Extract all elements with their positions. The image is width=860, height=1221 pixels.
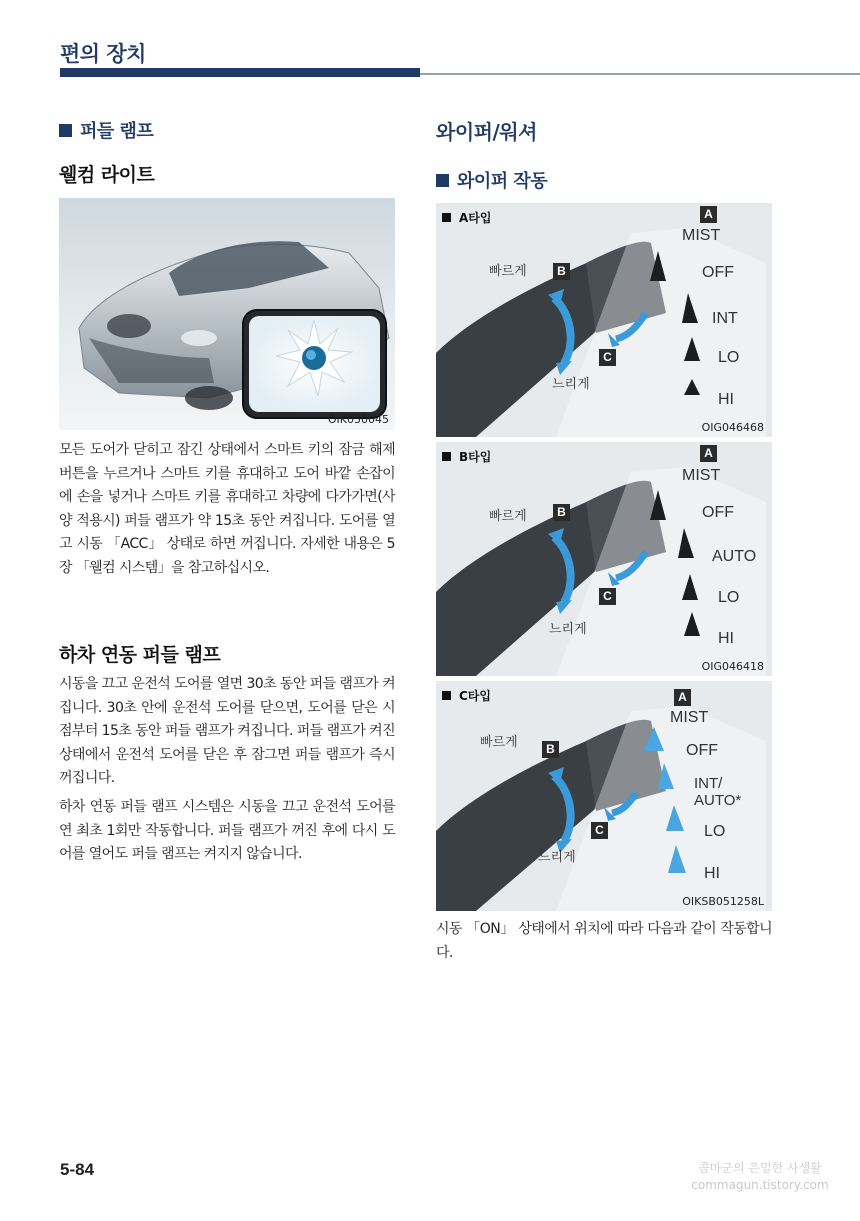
label-fast: 빠르게 bbox=[489, 509, 527, 524]
section-title-text: 와이퍼 작동 bbox=[457, 171, 548, 192]
welcome-light-description: 모든 도어가 닫히고 잠긴 상태에서 스마트 키의 잠금 해제 버튼을 누르거나 스마트 키를 휴대하고 도어 바깥 손잡이에 손을 넣거나 스마트 키를 휴대하고 차량에 다가가면(사양 적용시) 퍼들 램프가 약 15초 동안 켜집니다. 도어를 열고 시동 「ACC」 상태로 하면 꺼집니다. 자세한 내용은 5장 「웰컴 시스템」을 참고하십시오. bbox=[59, 442, 395, 576]
label-box-c: C bbox=[599, 349, 616, 366]
figure-code: OIKSB051258L bbox=[682, 895, 764, 908]
label-slow: 느리게 bbox=[552, 377, 590, 392]
label-fast: 빠르게 bbox=[489, 264, 527, 279]
label-box-b: B bbox=[542, 741, 559, 758]
header-title: 편의 장치 bbox=[60, 42, 146, 66]
section-title-wiper-operation bbox=[436, 167, 547, 193]
position-int: INT/ bbox=[694, 775, 723, 792]
position-off: OFF bbox=[686, 742, 718, 759]
watermark-line-1: 콤마군의 은밀한 사생활 bbox=[698, 1161, 822, 1175]
figure-code: OIK050045 bbox=[327, 413, 389, 426]
position-hi: HI bbox=[718, 391, 734, 408]
label-slow: 느리게 bbox=[538, 850, 576, 865]
label-slow: 느리게 bbox=[549, 622, 587, 637]
square-bullet-icon bbox=[436, 174, 449, 187]
linked-puddle-lamp-paragraph-2: 하차 연동 퍼들 램프 시스템은 시동을 끄고 운전석 도어를 연 최초 1회만 작동합니다. 퍼들 램프가 꺼진 후에 다시 도어를 열어도 퍼들 램프는 켜지지 않습니다. bbox=[59, 799, 395, 862]
wiper-operation-description: 시동 「ON」 상태에서 위치에 따라 다음과 같이 작동합니다. bbox=[436, 921, 772, 961]
label-box-a: A bbox=[700, 206, 717, 223]
type-label: B타입 bbox=[442, 448, 491, 465]
linked-puddle-lamp-paragraph-1: 시동을 끄고 운전석 도어를 열면 30초 동안 퍼들 램프가 켜집니다. 30초 안에 운전석 도어를 닫으면, 도어를 닫은 시점부터 15초 동안 퍼들 램프가 켜집니다. 퍼들 램프가 켜진 상태에서 운전석 도어를 닫은 후 잠그면 퍼들 램프가 즉시 꺼집니다. bbox=[59, 676, 395, 786]
position-auto: AUTO* bbox=[694, 792, 742, 809]
position-mist: MIST bbox=[670, 709, 709, 726]
label-box-a: A bbox=[700, 445, 717, 462]
position-mist: MIST bbox=[682, 467, 721, 484]
linked-puddle-lamp-title: 하차 연동 퍼들 램프 bbox=[59, 644, 221, 666]
header-divider bbox=[420, 73, 860, 75]
position-lo: LO bbox=[704, 823, 726, 840]
watermark-line-2: commagun.tistory.com bbox=[691, 1178, 829, 1192]
car-illustration bbox=[59, 198, 395, 430]
wiper-washer-title: 와이퍼/워셔 bbox=[436, 120, 537, 144]
label-box-b: B bbox=[553, 504, 570, 521]
position-off: OFF bbox=[702, 264, 734, 281]
position-off: OFF bbox=[702, 504, 734, 521]
square-bullet-icon bbox=[442, 691, 451, 700]
position-auto: AUTO bbox=[712, 548, 757, 565]
position-mist: MIST bbox=[682, 227, 721, 244]
position-lo: LO bbox=[718, 349, 740, 366]
position-hi: HI bbox=[718, 630, 734, 647]
car-figure bbox=[59, 198, 395, 430]
watermark bbox=[680, 1160, 840, 1194]
welcome-light-title: 웰컴 라이트 bbox=[59, 164, 155, 186]
section-title-puddle-lamp bbox=[59, 117, 153, 143]
square-bullet-icon bbox=[442, 213, 451, 222]
type-label: C타입 bbox=[442, 687, 491, 704]
section-title-text: 퍼들 램프 bbox=[80, 121, 154, 142]
wiper-panel-type-c bbox=[436, 681, 772, 911]
type-label: A타입 bbox=[442, 209, 491, 226]
label-box-c: C bbox=[591, 822, 608, 839]
wiper-panel-type-b bbox=[436, 442, 772, 676]
square-bullet-icon bbox=[59, 124, 72, 137]
label-box-c: C bbox=[599, 588, 616, 605]
position-int: INT bbox=[712, 310, 738, 327]
position-lo: LO bbox=[718, 589, 740, 606]
square-bullet-icon bbox=[442, 452, 451, 461]
figure-code: OIG046468 bbox=[701, 421, 764, 434]
figure-code: OIG046418 bbox=[701, 660, 764, 673]
header-bar bbox=[60, 68, 420, 77]
label-box-a: A bbox=[674, 689, 691, 706]
position-hi: HI bbox=[704, 865, 720, 882]
label-fast: 빠르게 bbox=[480, 735, 518, 750]
label-box-b: B bbox=[553, 263, 570, 280]
wiper-panel-type-a bbox=[436, 203, 772, 437]
page-number: 5-84 bbox=[60, 1160, 95, 1179]
